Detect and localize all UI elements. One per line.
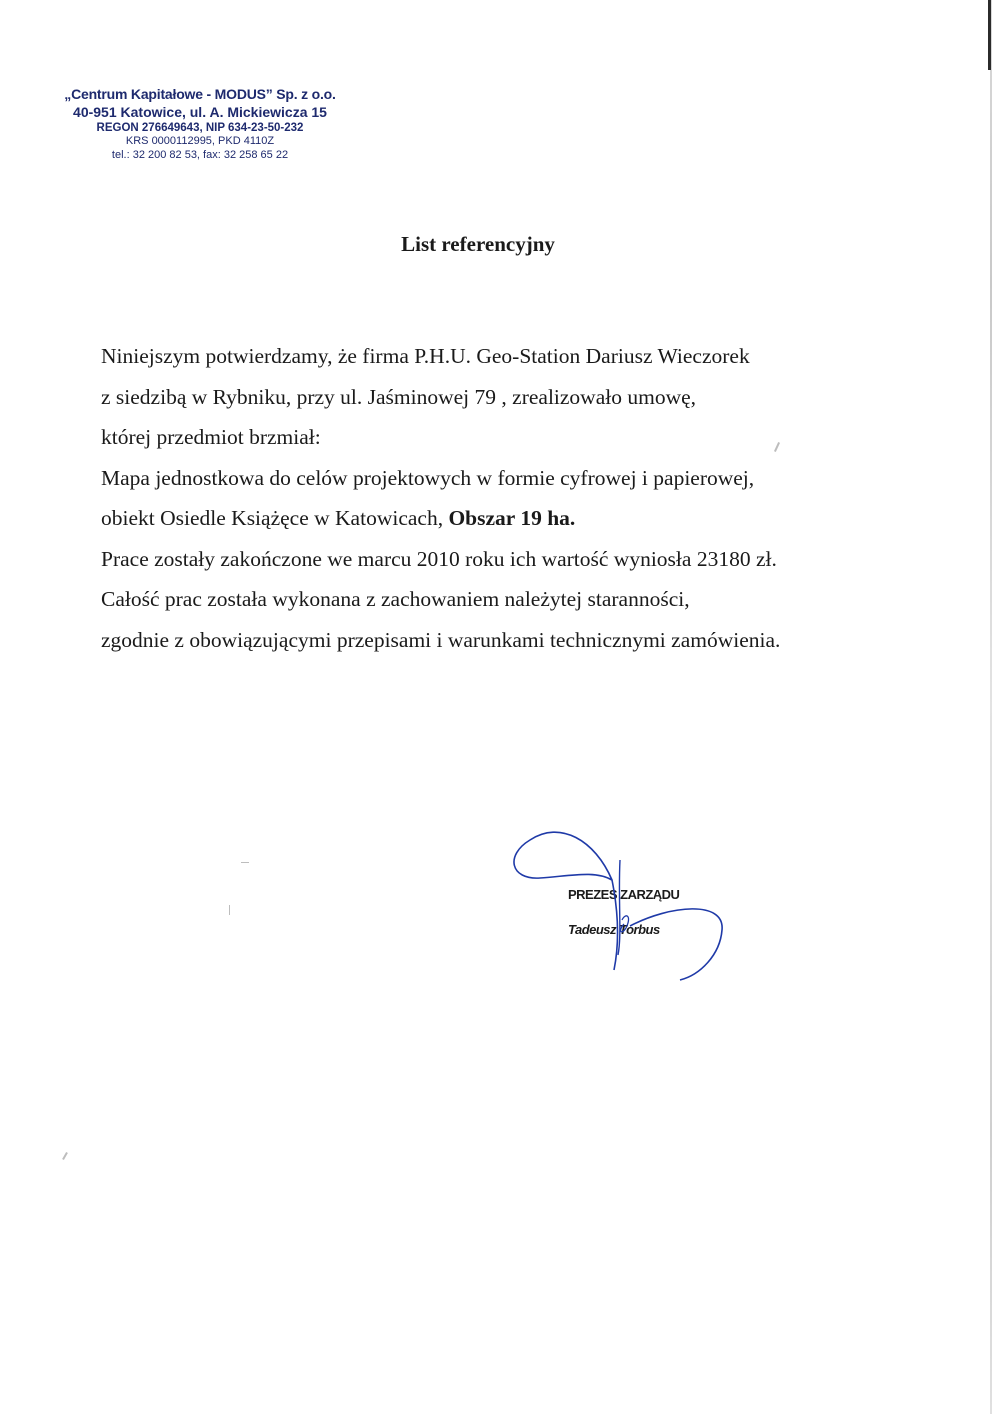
body-line-3: której przedmiot brzmiał:: [101, 425, 321, 449]
stamp-krs-pkd: KRS 0000112995, PKD 4110Z: [125, 135, 275, 148]
body-line-6: Prace zostały zakończone we marcu 2010 roku ich wartość wyniosła 23180 zł.: [101, 546, 777, 571]
body-line-5-text: obiekt Osiedle Książęce w Katowicach,: [101, 506, 449, 530]
signature-name: Tadeusz Torbus: [568, 922, 660, 937]
body-line-1: Niniejszym potwierdzamy, że firma P.H.U. Geo-Station Dariusz Wieczorek: [101, 344, 750, 368]
area-bold-text: Obszar 19 ha.: [448, 506, 576, 530]
stamp-phone-fax: tel.: 32 200 82 53, fax: 32 258 65 22: [111, 149, 289, 162]
body-line-2: z siedzibą w Rybniku, przy ul. Jaśminowej 79 , zrealizowało umowę,: [101, 384, 697, 409]
letter-body: [101, 336, 921, 660]
letter-title: List referencyjny: [401, 232, 555, 256]
signature-block: [500, 820, 740, 990]
body-line-8: zgodnie z obowiązującymi przepisami i warunkami technicznymi zamówienia.: [101, 627, 781, 652]
company-stamp: [50, 86, 350, 163]
scan-edge: [990, 0, 992, 1414]
scan-speck: [229, 905, 230, 915]
body-line-4: Mapa jednostkowa do celów projektowych w formie cyfrowej i papierowej,: [101, 465, 755, 490]
scan-edge-mark: [988, 0, 991, 70]
stamp-company-name: „Centrum Kapitałowe - MODUS” Sp. z o.o.: [64, 86, 336, 102]
body-line-5: [101, 498, 921, 539]
body-line-7: Całość prac została wykonana z zachowaniem należytej staranności,: [101, 587, 690, 611]
scan-speck: [62, 1152, 68, 1160]
stamp-address: 40-951 Katowice, ul. A. Mickiewicza 15: [73, 103, 327, 120]
scan-speck: [241, 862, 249, 863]
handwritten-signature: [500, 820, 740, 990]
signature-title: PREZES ZARZĄDU: [568, 887, 680, 902]
stamp-regon-nip: REGON 276649643, NIP 634-23-50-232: [96, 122, 304, 134]
